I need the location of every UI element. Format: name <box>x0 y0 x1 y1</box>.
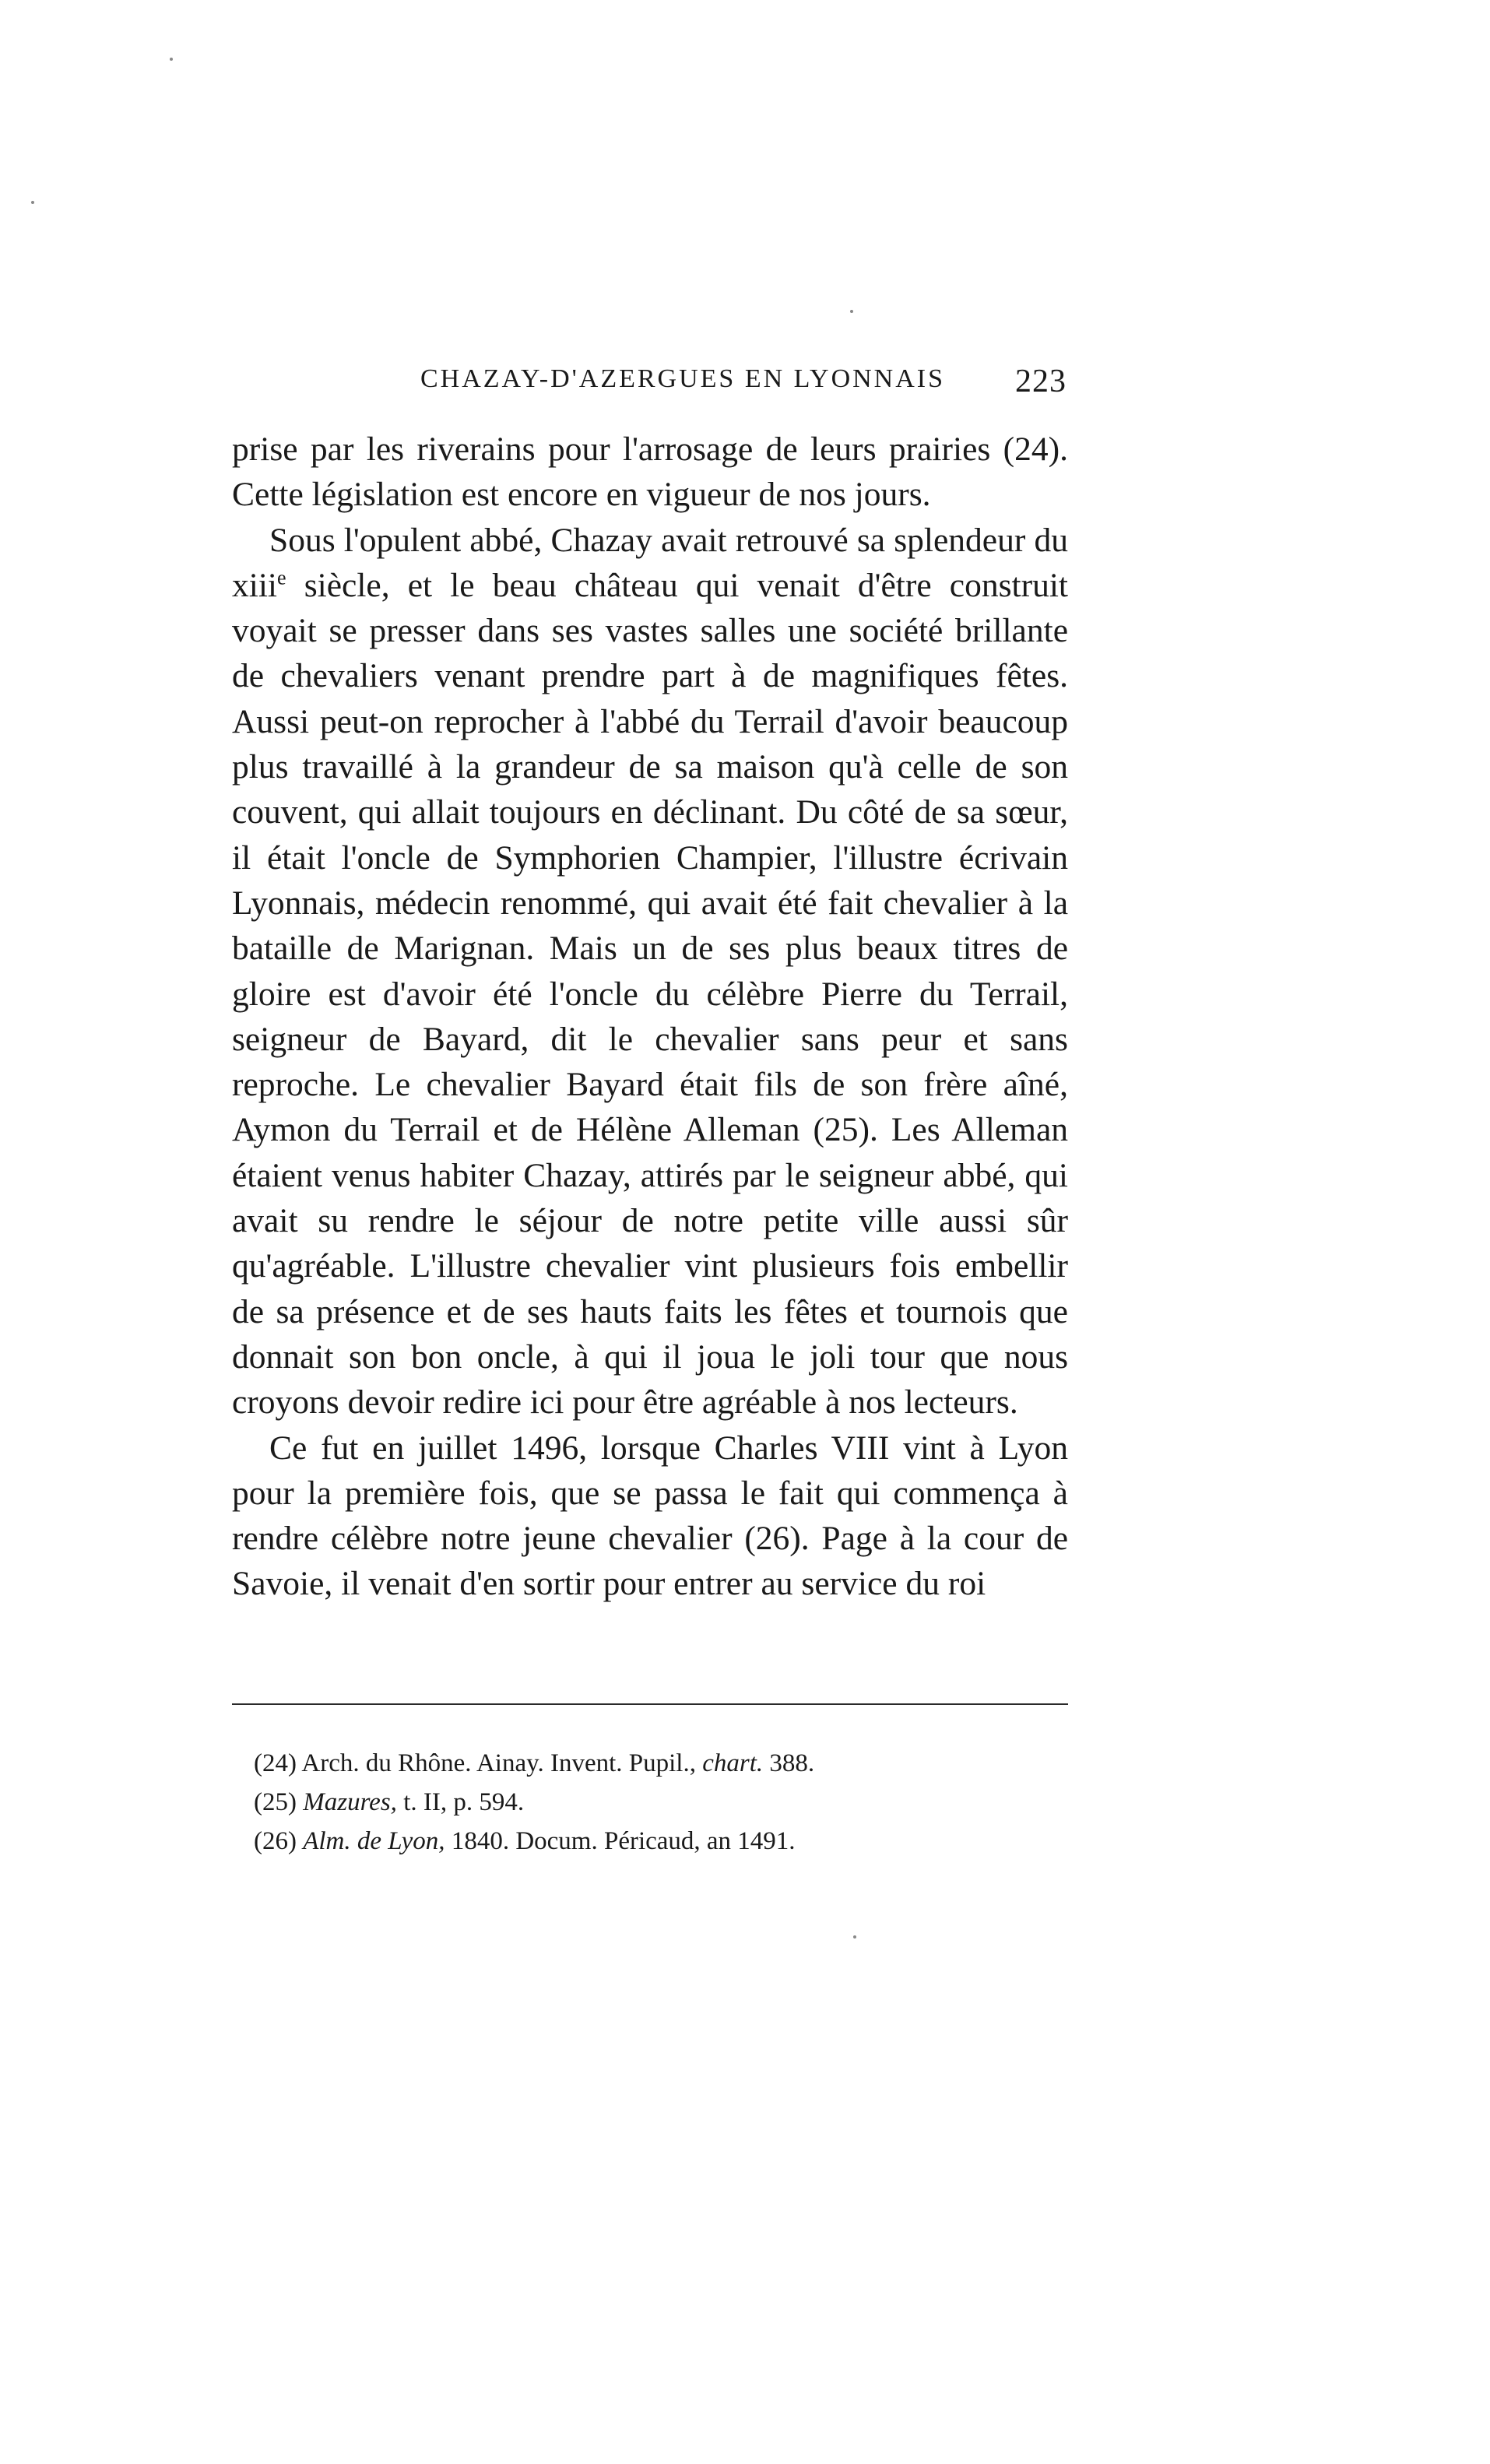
paragraph-2-rest: siècle, et le beau château qui venait d'être construit voyait se presser dans ses vastes salles une société brillante de chevaliers venant prendre part à de magnifiques fêtes. Aussi peut-on reprocher à l'abbé du Terrail d'avoir beaucoup plus travaillé à la grandeur de sa maison qu'à celle de son couvent, qui allait toujours en déclinant. Du côté de sa sœur, il était l'oncle de Symphorien Champier, l'illustre écrivain Lyonnais, médecin renommé, qui avait été fait chevalier à la bataille de Marignan. Mais un de ses plus beaux titres de gloire est d'avoir été l'oncle du célèbre Pierre du Terrail, seigneur de Bayard, dit le chevalier sans peur et sans reproche. Le chevalier Bayard était fils de son frère aîné, Aymon du Terrail et de Hélène Alleman (25). Les Alleman étaient venus habiter Chazay, attirés par le seigneur abbé, qui avait su rendre le séjour de notre petite ville aussi sûr qu'agréable. L'illustre chevalier vint plusieurs fois embellir de sa présence et de ses hauts faits les fêtes et tournois que donnait son bon oncle, à qui il joua le joli tour que nous croyons devoir redire ici pour être agréable à nos lecteurs. <box>232 566 1068 1422</box>
running-title: CHAZAY-D'AZERGUES EN LYONNAIS <box>420 364 946 393</box>
footnote-tail: 1840. Docum. Péricaud, an 1491. <box>451 1827 796 1855</box>
body-text <box>232 427 1068 1607</box>
paragraph-3: Ce fut en juillet 1496, lorsque Charles VIII vint à Lyon pour la première fois, que se passa le fait qui commença à rendre célèbre notre jeune chevalier (26). Page à la cour de Savoie, il venait d'en sortir pour entrer au service du roi <box>232 1429 1068 1603</box>
paragraph-2-start: Sous l'opulent abbé, Chazay avait retrouvé sa splendeur du xiii <box>232 521 1068 604</box>
footnote-26 <box>254 1822 1063 1861</box>
footnote-rule <box>232 1703 1068 1705</box>
paper-speck <box>170 58 173 61</box>
footnote-text: Arch. du Rhône. Ainay. Invent. Pupil., <box>301 1749 696 1777</box>
footnote-italic: Alm. de Lyon, <box>303 1827 445 1855</box>
running-head <box>234 364 1067 411</box>
footnote-number: (24) <box>254 1749 297 1777</box>
paper-speck <box>850 310 853 313</box>
footnote-number: (25) <box>254 1788 297 1816</box>
footnote-italic: chart. <box>702 1749 764 1777</box>
footnote-number: (26) <box>254 1827 297 1855</box>
footnote-italic: Mazures, <box>303 1788 397 1816</box>
paragraph-1: prise par les riverains pour l'arrosage de leurs prairies (24). Cette législation est encore en vigueur de nos jours. <box>232 431 1068 514</box>
page-number: 223 <box>1015 364 1067 399</box>
footnote-tail: t. II, p. 594. <box>403 1788 525 1816</box>
paragraph-2 <box>232 518 1068 1425</box>
footnote-25 <box>254 1783 1063 1822</box>
paper-speck <box>31 201 34 204</box>
footnote-24 <box>254 1744 1063 1783</box>
footnote-tail: 388. <box>769 1749 815 1777</box>
paper-speck <box>853 1935 856 1939</box>
century-superscript: e <box>277 566 286 589</box>
footnotes <box>254 1744 1063 1861</box>
